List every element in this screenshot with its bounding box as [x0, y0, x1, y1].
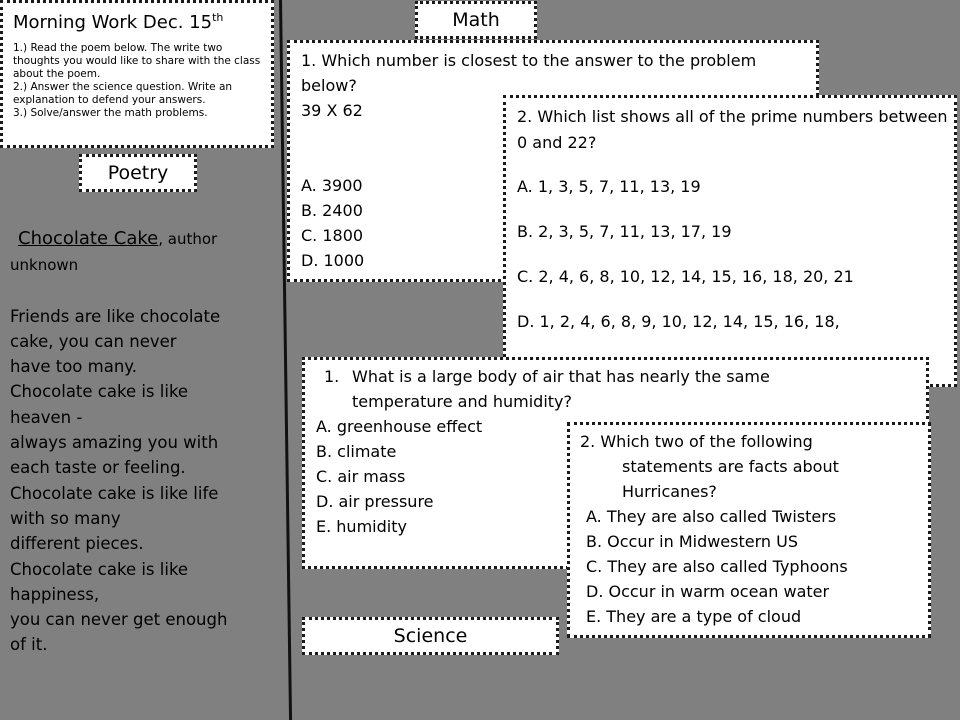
science-q2-prompt: 2. Which two of the following [580, 432, 813, 451]
poem-line: Chocolate cake is like [10, 559, 189, 579]
poem-line: have too many. [10, 357, 137, 377]
poem-line: with so many [10, 508, 121, 528]
poem-line: of it. [10, 635, 48, 655]
science-q2-option-d: D. Occur in warm ocean water [586, 582, 830, 601]
poem-line: heaven - [10, 407, 83, 427]
poem-heading [10, 226, 272, 279]
poem-line: Friends are like chocolate [10, 306, 221, 326]
science-q2-prompt-line3: Hurricanes? [622, 482, 717, 501]
math-q2-prompt: 2. Which list shows all of the prime numbers between 0 and 22? [517, 107, 948, 152]
poem [10, 226, 272, 658]
page-title: Morning Work Dec. 15th [13, 11, 224, 33]
science-q1-option-a: A. greenhouse effect [316, 417, 483, 436]
science-q2-option-e: E. They are a type of cloud [586, 607, 802, 626]
poem-author: , author unknown [10, 230, 218, 275]
science-label: Science [302, 617, 559, 655]
science-q1-option-e: E. humidity [316, 517, 407, 536]
instruction-3: 3.) Solve/answer the math problems. [13, 107, 208, 119]
poem-line: Chocolate cake is like life [10, 483, 219, 503]
math-q1-option-c: C. 1800 [301, 226, 364, 245]
math-q1-option-a: A. 3900 [301, 176, 363, 195]
math-label: Math [415, 1, 537, 39]
math-q2-option-c: C. 2, 4, 6, 8, 10, 12, 14, 15, 16, 18, 20, 21 [517, 267, 854, 286]
science-q1-prompt: 1. What is a large body of air that has nearly the same [316, 364, 918, 389]
instruction-1: 1.) Read the poem below. The write two thoughts you would like to share with the class about the poem. [13, 42, 261, 80]
poem-title: Chocolate Cake [18, 228, 159, 249]
morning-work-box [0, 0, 274, 148]
poem-line: each taste or feeling. [10, 458, 186, 478]
math-q2-option-b: B. 2, 3, 5, 7, 11, 13, 17, 19 [517, 222, 732, 241]
math-q1-prompt: 1. Which number is closest to the answer to the problem below? [301, 51, 757, 95]
math-q1-option-b: B. 2400 [301, 201, 363, 220]
poem-line: always amazing you with [10, 433, 219, 453]
instruction-2: 2.) Answer the science question. Write an explanation to defend your answers. [13, 81, 233, 106]
science-question-2 [567, 422, 931, 638]
poem-line: you can never get enough [10, 610, 228, 630]
science-q1-number: 1. [324, 367, 340, 386]
science-q1-option-c: C. air mass [316, 467, 406, 486]
science-q1-option-b: B. climate [316, 442, 397, 461]
science-q1-prompt-cont: temperature and humidity? [352, 392, 572, 411]
science-q2-option-c: C. They are also called Typhoons [586, 557, 848, 576]
math-q1-problem: 39 X 62 [301, 101, 363, 120]
poem-line: different pieces. [10, 534, 144, 554]
science-q1-option-d: D. air pressure [316, 492, 434, 511]
science-q2-prompt-line2: statements are facts about [622, 457, 839, 476]
instructions [13, 42, 267, 120]
poem-line: happiness, [10, 584, 100, 604]
poetry-label: Poetry [79, 154, 197, 192]
science-q2-option-b: B. Occur in Midwestern US [586, 532, 798, 551]
math-q1-option-d: D. 1000 [301, 251, 365, 270]
math-question-2 [503, 95, 957, 387]
math-q2-option-a: A. 1, 3, 5, 7, 11, 13, 19 [517, 177, 701, 196]
math-q2-option-d: D. 1, 2, 4, 6, 8, 9, 10, 12, 14, 15, 16, 18, [517, 312, 840, 331]
poem-line: cake, you can never [10, 331, 177, 351]
poem-line: Chocolate cake is like [10, 382, 189, 402]
science-q2-option-a: A. They are also called Twisters [586, 507, 837, 526]
